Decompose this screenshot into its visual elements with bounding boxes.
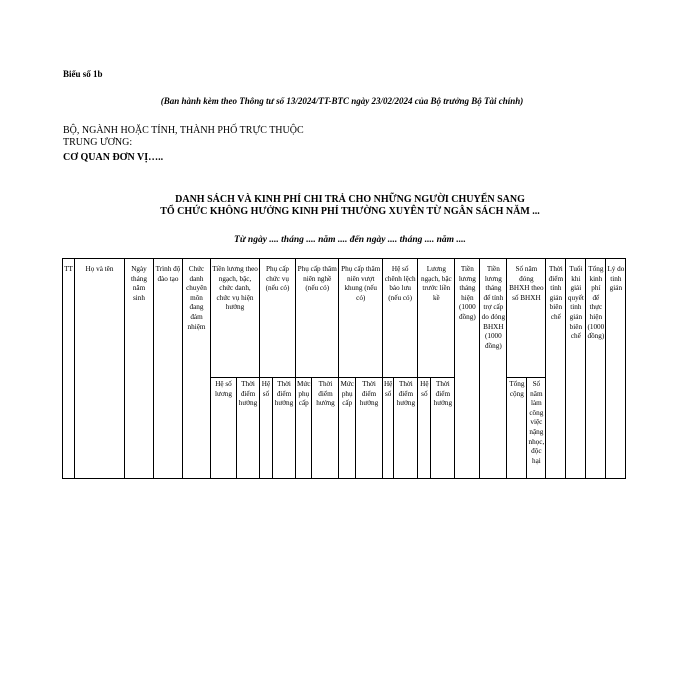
sub-salary-coefficient: Hệ số lương [211,378,237,479]
sub-previous-coefficient: Hệ số [418,378,431,479]
header-staff-time: Thời điểm tính giản biên chế [546,259,566,479]
sub-bhxh-hazard-years: Số năm làm công việc nặng nhọc, độc hại [527,378,546,479]
header-name: Họ và tên [75,259,125,479]
header-salary: Tiền lương theo ngạch, bậc, chức danh, chức vụ hiện hưởng [211,259,260,378]
header-dob: Ngày tháng năm sinh [125,259,154,479]
ministry-line-1: BỘ, NGÀNH HOẶC TỈNH, THÀNH PHỐ TRỰC THUỘC [63,125,304,136]
header-previous-salary: Lương ngạch, bậc trước liền kề [418,259,455,378]
header-total-cost: Tổng kinh phí để thực hiện (1000 đồng) [586,259,606,479]
sub-salary-time: Thời điểm hưởng [237,378,260,479]
header-age: Tuổi khi giải quyết tinh giản biên chế [566,259,586,479]
sub-position-coefficient: Hệ số [260,378,273,479]
header-allowance-over-frame: Phụ cấp thâm niên vượt khung (nếu có) [339,259,382,378]
header-reserve-coefficient: Hệ số chênh lệch bảo lưu (nếu có) [382,259,417,378]
header-allowance-seniority: Phụ cấp thâm niên nghề (nếu có) [296,259,339,378]
sub-reserve-coefficient: Hệ số [382,378,393,479]
sub-over-frame-time: Thời điểm hưởng [355,378,382,479]
header-bhxh-years: Số năm đóng BHXH theo số BHXH [507,259,546,378]
header-monthly-salary: Tiền lương tháng hiện (1000 đồng) [455,259,480,479]
sub-seniority-rate: Mức phụ cấp [296,378,312,479]
title-line-2: TỔ CHỨC KHÔNG HƯỞNG KINH PHÍ THƯỜNG XUYÊN TỪ NGÂN SÁCH NĂM ... [160,206,540,217]
document-title [90,194,610,218]
period-line: Từ ngày .... tháng .... năm .... đến ngày .... tháng .... năm .... [234,235,466,245]
sub-over-frame-rate: Mức phụ cấp [339,378,355,479]
agency-line: CƠ QUAN ĐƠN VỊ….. [63,152,164,163]
sub-reserve-time: Thời điểm hưởng [394,378,418,479]
decree-reference: (Ban hành kèm theo Thông tư số 13/2024/TT-BTC ngày 23/02/2024 của Bộ trưởng Bộ Tài chính) [160,96,524,106]
form-code: Biểu số 1b [63,69,103,79]
ministry-block [63,125,304,149]
sub-position-time: Thời điểm hưởng [273,378,296,479]
ministry-line-2: TRUNG ƯƠNG: [63,137,133,148]
header-tt: TT [63,259,75,479]
title-line-1: DANH SÁCH VÀ KINH PHÍ CHI TRẢ CHO NHỮNG NGƯỜI CHUYỂN SANG [175,194,525,205]
staff-table [62,258,626,479]
sub-seniority-time: Thời điểm hưởng [312,378,339,479]
sub-bhxh-total: Tổng cộng [507,378,527,479]
header-reason: Lý do tinh giản [606,259,626,479]
header-allowance-position: Phụ cấp chức vụ (nếu có) [260,259,296,378]
header-education: Trình độ đào tạo [154,259,183,479]
header-position: Chức danh chuyên môn đang đảm nhiệm [183,259,211,479]
sub-previous-time: Thời điểm hưởng [431,378,455,479]
header-bhxh-salary: Tiền lương tháng để tính trợ cấp do đóng BHXH (1000 đồng) [480,259,507,479]
